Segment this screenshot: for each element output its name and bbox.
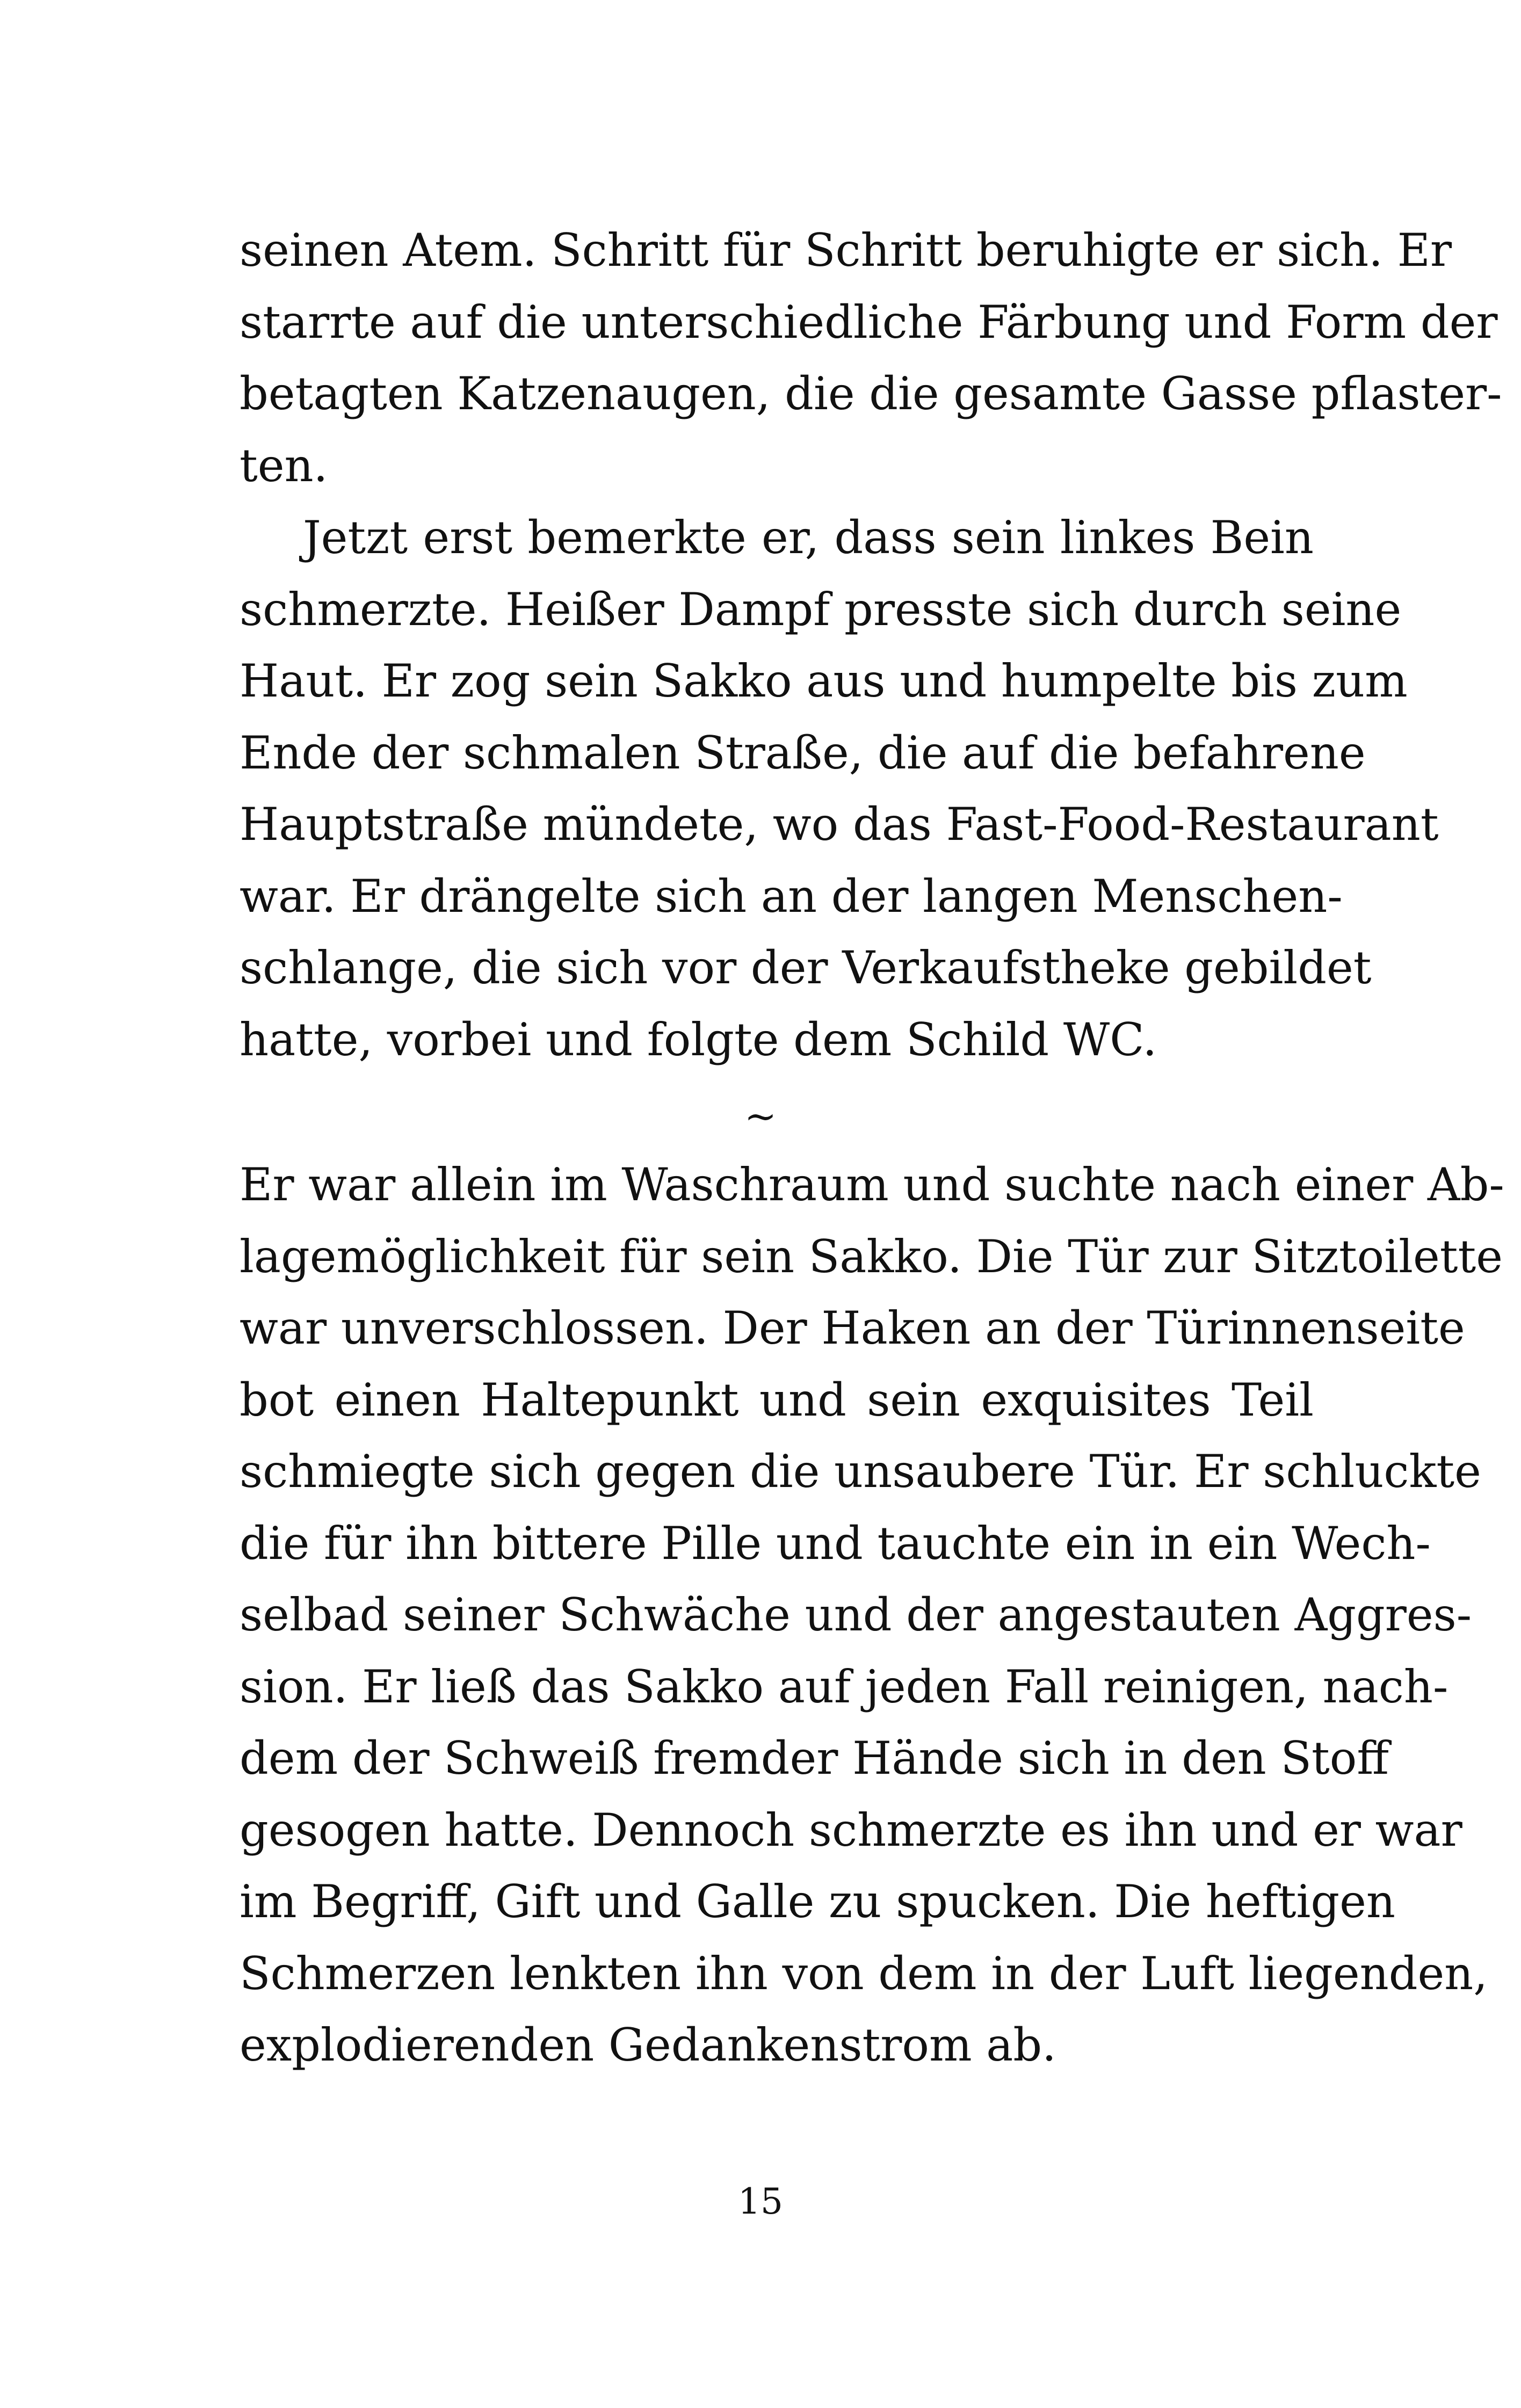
text-line: gesogen hatte. Dennoch schmerzte es ihn und er war: [240, 1803, 1462, 1856]
text-line: explodierenden Gedankenstrom ab.: [240, 2019, 1056, 2071]
paragraph-3: [240, 1149, 1504, 2081]
text-line: schmiegte sich gegen die unsaubere Tür. Er schluckte: [240, 1445, 1481, 1498]
section-divider: ~: [744, 1093, 777, 1138]
paragraph-1: [240, 215, 1502, 502]
text-line: die für ihn bittere Pille und tauchte ein in ein Wech-: [240, 1517, 1431, 1570]
page-number: 15: [738, 2181, 783, 2222]
text-line: Ende der schmalen Straße, die auf die befahrene: [240, 726, 1366, 779]
text-line: selbad seiner Schwäche und der angestauten Aggres-: [240, 1589, 1472, 1641]
text-line: Hauptstraße mündete, wo das Fast-Food-Restaurant: [240, 798, 1439, 851]
text-line: Er war allein im Waschraum und suchte nach einer Ab-: [240, 1158, 1504, 1211]
text-line: ten.: [240, 439, 328, 492]
text-line: Jetzt erst bemerkte er, dass sein linkes Bein: [303, 511, 1314, 564]
text-line: Schmerzen lenkten ihn von dem in der Luft liegenden,: [240, 1947, 1488, 2000]
text-line: Haut. Er zog sein Sakko aus und humpelte bis zum: [240, 655, 1408, 707]
text-line: dem der Schweiß fremder Hände sich in den Stoff: [240, 1732, 1389, 1785]
text-line: sion. Er ließ das Sakko auf jeden Fall reinigen, nach-: [240, 1660, 1448, 1713]
text-line: schmerzte. Heißer Dampf presste sich durch seine: [240, 583, 1402, 636]
text-line: betagten Katzenaugen, die die gesamte Gasse pflaster-: [240, 367, 1502, 420]
text-line: seinen Atem. Schritt für Schritt beruhigte er sich. Er: [240, 224, 1452, 277]
text-line: schlange, die sich vor der Verkaufstheke gebildet: [240, 941, 1372, 994]
text-line: im Begriff, Gift und Galle zu spucken. Die heftigen: [240, 1875, 1395, 1928]
text-line: hatte, vorbei und folgte dem Schild WC.: [240, 1013, 1157, 1066]
text-line: bot einen Haltepunkt und sein exquisites Teil: [240, 1373, 1314, 1426]
text-line: war unverschlossen. Der Haken an der Türinnenseite: [240, 1302, 1465, 1354]
text-line: lagemöglichkeit für sein Sakko. Die Tür zur Sitztoilette: [240, 1230, 1503, 1283]
text-line: starrte auf die unterschiedliche Färbung und Form der: [240, 295, 1498, 349]
paragraph-2: [240, 502, 1439, 1076]
text-line: war. Er drängelte sich an der langen Menschen-: [240, 869, 1343, 923]
